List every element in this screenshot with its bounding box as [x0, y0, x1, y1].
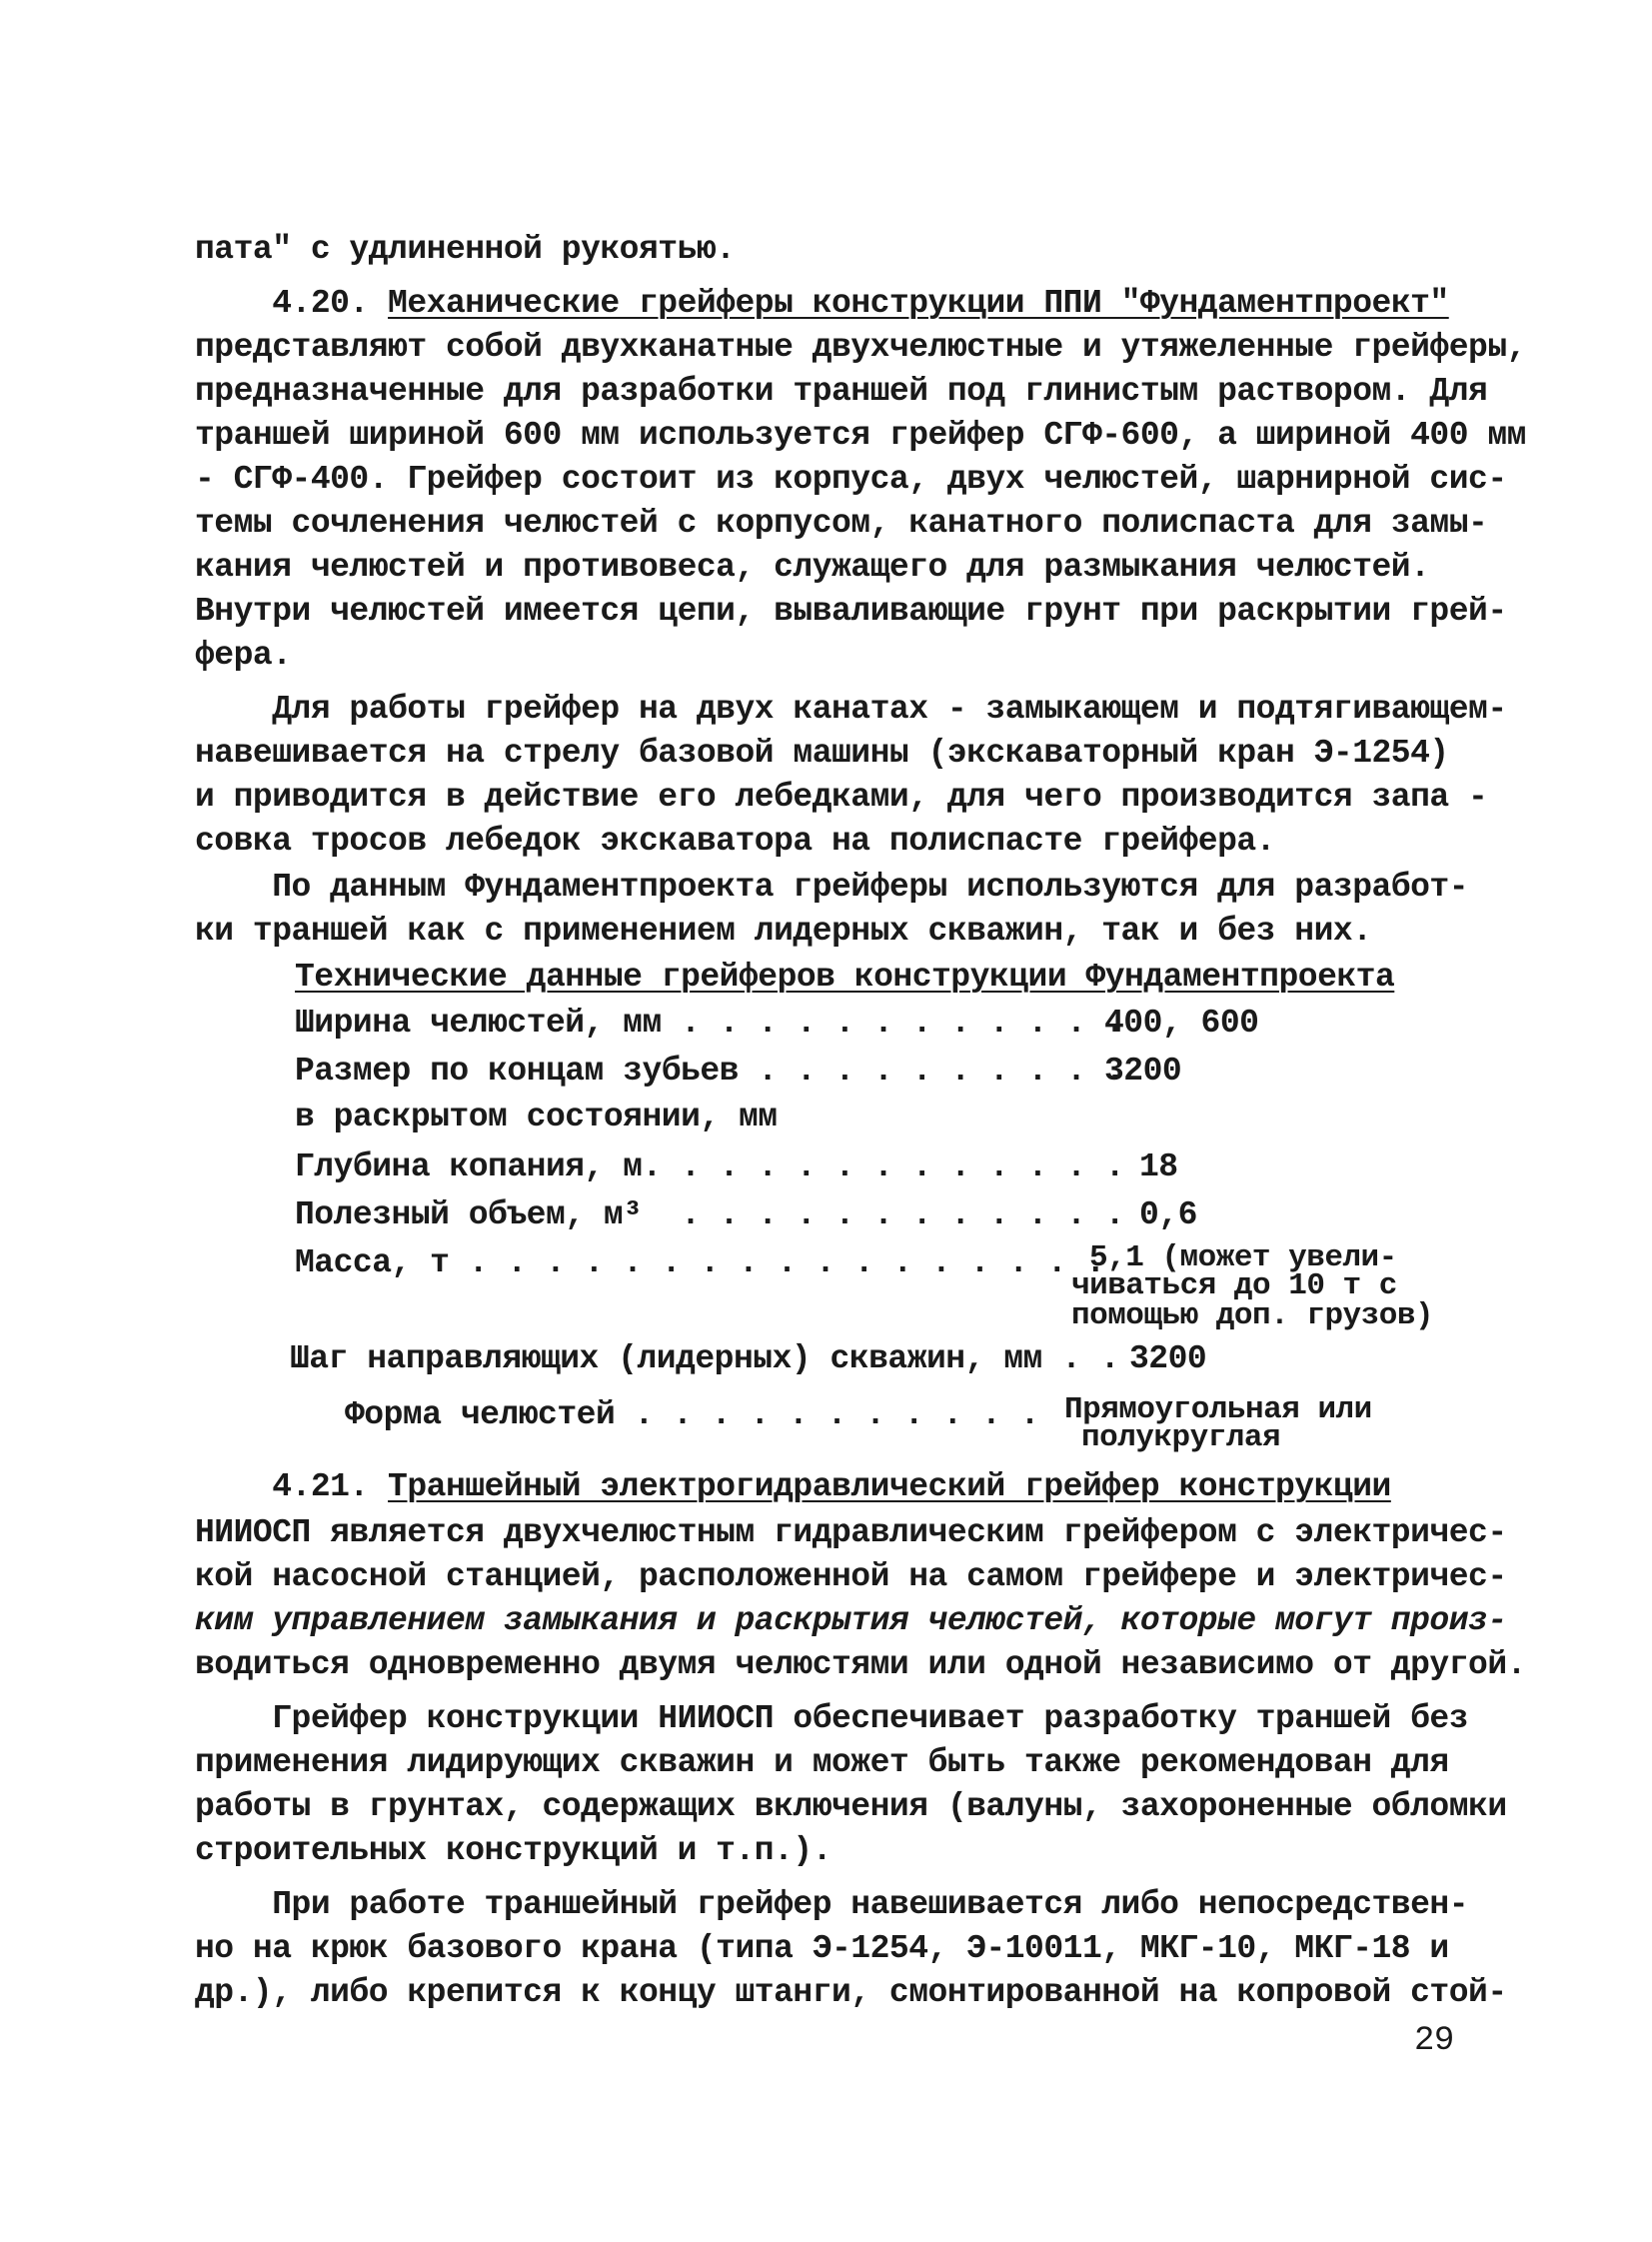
spec-label: Полезный объем, м³ . . . . . . . . . . . . [295, 1196, 1125, 1233]
page-number: 29 [1414, 2022, 1454, 2060]
section-number: 4.20. [195, 285, 389, 322]
spec-value: 0,6 [1139, 1196, 1197, 1233]
spec-value: 400, 600 [1104, 1005, 1259, 1042]
text-line: При работе траншейный грейфер навешивается либо непосредствен- [195, 1886, 1469, 1923]
text-line: совка тросов лебедок экскаватора на полиспасте грейфера. [195, 823, 1275, 860]
text-line: фера. [195, 637, 292, 674]
text-line: кания челюстей и противовеса, служащего для размыкания челюстей. [195, 549, 1430, 586]
text-line: навешивается на стрелу базовой машины (экскаваторный кран Э-1254) [195, 735, 1449, 772]
section-title: Траншейный электрогидравлический грейфер конструкции [388, 1468, 1391, 1505]
text-line: применения лидирующих скважин и может быть также рекомендован для [195, 1744, 1449, 1781]
spec-label: в раскрытом состоянии, мм [295, 1099, 778, 1135]
section-number: 4.21. [195, 1468, 389, 1505]
text-line: работы в грунтах, содержащих включения (валуны, захороненные обломки [195, 1788, 1507, 1825]
text-line: пата" с удлиненной рукоятью. [195, 231, 736, 268]
text-line: водиться одновременно двумя челюстями или одной независимо от другой. [195, 1646, 1526, 1683]
spec-value-continued: чиваться до 10 т с [1071, 1268, 1397, 1303]
spec-label: Глубина копания, м. . . . . . . . . . . . . [295, 1148, 1125, 1185]
text-line: ки траншей как с применением лидерных скважин, так и без них. [195, 913, 1372, 950]
section-title: Механические грейферы конструкции ППИ "Фундаментпроект" [388, 285, 1449, 322]
text-line: Грейфер конструкции НИИОСП обеспечивает разработку траншей без [195, 1700, 1469, 1737]
spec-value-continued: полукруглая [1081, 1420, 1281, 1455]
text-line: По данным Фундаментпроекта грейферы используются для разработ- [195, 869, 1469, 906]
specs-title: Технические данные грейферов конструкции Фундаментпроекта [295, 959, 1395, 996]
text-line: но на крюк базового крана (типа Э-1254, Э-10011, МКГ-10, МКГ-18 и [195, 1930, 1449, 1967]
text-line: ким управлением замыкания и раскрытия челюстей, которые могут произ- [195, 1602, 1507, 1639]
text-line: др.), либо крепится к концу штанги, смонтированной на копровой стой- [195, 1974, 1507, 2011]
text-line: Внутри челюстей имеется цепи, вываливающие грунт при раскрытии грей- [195, 593, 1507, 630]
spec-value: 3200 [1104, 1053, 1182, 1090]
text-line: и приводится в действие его лебедками, для чего производится запа - [195, 779, 1488, 816]
spec-label: Форма челюстей . . . . . . . . . . . [345, 1396, 1039, 1433]
text-line: траншей шириной 600 мм используется грейфер СГФ-600, а шириной 400 мм [195, 417, 1526, 454]
spec-value: 3200 [1129, 1340, 1207, 1377]
text-line: темы сочленения челюстей с корпусом, канатного полиспаста для замы- [195, 505, 1488, 542]
text-line: - СГФ-400. Грейфер состоит из корпуса, двух челюстей, шарнирной сис- [195, 461, 1507, 498]
spec-label: Размер по концам зубьев . . . . . . . . . . [295, 1053, 1125, 1090]
spec-value: 5,1 (может увели- [1089, 1240, 1397, 1275]
text-line: представляют собой двухканатные двухчелюстные и утяжеленные грейферы, [195, 329, 1526, 366]
spec-value: Прямоугольная или [1064, 1392, 1372, 1427]
text-line: предназначенные для разработки траншей под глинистым раствором. Для [195, 373, 1488, 410]
section-heading-4-21 [195, 1465, 1391, 1509]
spec-value: 18 [1139, 1148, 1178, 1185]
section-heading-4-20 [195, 282, 1449, 326]
spec-label: Ширина челюстей, мм . . . . . . . . . . . . [295, 1005, 1125, 1042]
spec-value-continued: помощью доп. грузов) [1071, 1298, 1434, 1333]
spec-label: Шаг направляющих (лидерных) скважин, мм . . [290, 1340, 1120, 1377]
text-line: НИИОСП является двухчелюстным гидравлическим грейфером с электричес- [195, 1514, 1507, 1551]
text-line: кой насосной станцией, расположенной на самом грейфере и электричес- [195, 1558, 1507, 1595]
text-line: строительных конструкций и т.п.). [195, 1832, 832, 1869]
text-line: Для работы грейфер на двух канатах - замыкающем и подтягивающем- [195, 691, 1507, 728]
spec-label: Масса, т . . . . . . . . . . . . . . . . . [295, 1244, 1105, 1281]
